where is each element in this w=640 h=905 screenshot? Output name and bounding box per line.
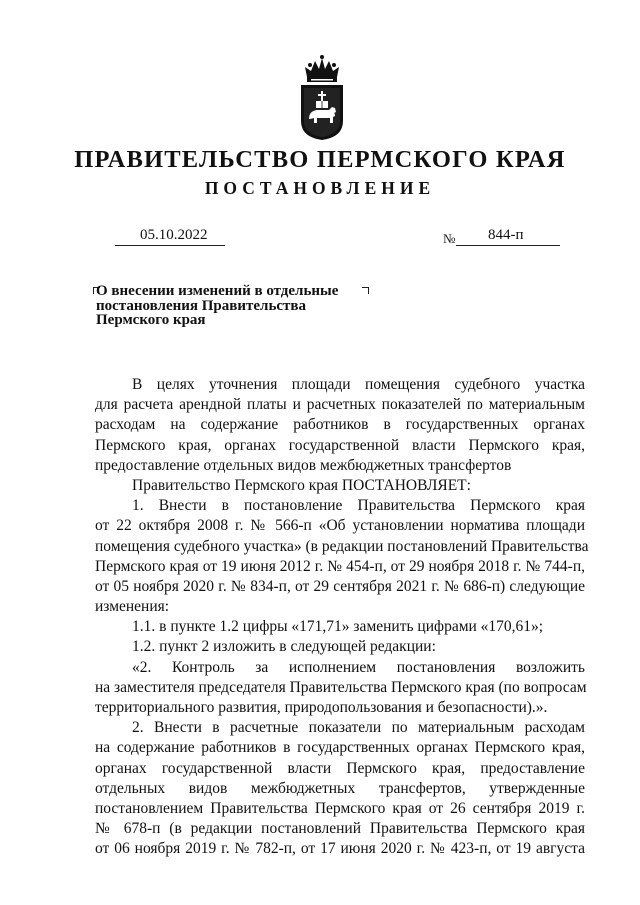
body-line: от 05 ноября 2020 г. № 834-п, от 29 сентября 2021 г. № 686-п) следующие bbox=[95, 577, 585, 595]
body-line: для расчета арендной платы и расчетных показателей по материальным bbox=[95, 396, 585, 414]
body-line: отдельных видов межбюджетных трансфертов, утвержденные bbox=[95, 779, 585, 797]
body-line: № 678-п (в редакции постановлений Правительства Пермского края bbox=[95, 820, 585, 838]
body-line: Правительство Пермского края ПОСТАНОВЛЯЕТ: bbox=[132, 476, 471, 494]
body-line: расходам на содержание работников в государственных органах bbox=[95, 416, 585, 434]
document-date: 05.10.2022 bbox=[140, 227, 208, 243]
body-line: органах государственной власти Пермского края, предоставление bbox=[95, 759, 585, 777]
body-line: изменения: bbox=[95, 598, 170, 616]
body-line: территориального развития, природопользования и безопасности).». bbox=[95, 699, 548, 716]
document-type: ПОСТАНОВЛЕНИЕ bbox=[204, 178, 436, 198]
body-line: 1.1. в пункте 1.2 цифры «171,71» заменить цифрами «170,61»; bbox=[132, 618, 544, 636]
body-line: 2. Внести в расчетные показатели по материальным расходам bbox=[132, 719, 585, 737]
number-sign: № bbox=[443, 231, 456, 246]
subject-line: Пермского края bbox=[96, 312, 206, 328]
body-line: от 22 октября 2008 г. № 566-п «Об установлении норматива площади bbox=[95, 517, 585, 535]
document-subject bbox=[96, 284, 366, 328]
body-line: «2. Контроль за исполнением постановления возложить bbox=[132, 658, 585, 676]
body-line: 1. Внести в постановление Правительства Пермского края bbox=[132, 497, 585, 515]
coat-of-arms-icon bbox=[297, 55, 347, 141]
body-line: Пермского края от 19 июня 2012 г. № 454-п, от 29 ноября 2018 г. № 744-п, bbox=[95, 557, 585, 575]
body-line: на заместителя председателя Правительства Пермского края (по вопросам bbox=[95, 678, 587, 696]
body-line: от 06 ноября 2019 г. № 782-п, от 17 июня 2020 г. № 423-п, от 19 августа bbox=[95, 840, 585, 858]
number-underline bbox=[456, 245, 560, 246]
body-line: помещения судебного участка» (в редакции постановлений Правительства bbox=[95, 537, 589, 555]
government-title: ПРАВИТЕЛЬСТВО ПЕРМСКОГО КРАЯ bbox=[74, 146, 566, 173]
date-underline bbox=[115, 245, 225, 246]
body-line: В целях уточнения площади помещения судебного участка bbox=[132, 376, 585, 393]
body-line: предоставление отдельных видов межбюджетных трансфертов bbox=[95, 456, 512, 474]
document-number: 844-п bbox=[488, 227, 524, 243]
body-line: 1.2. пункт 2 изложить в следующей редакции: bbox=[132, 638, 436, 656]
document-body bbox=[95, 375, 589, 860]
body-line: на содержание работников в государственных органах Пермского края, bbox=[95, 739, 585, 757]
body-line: Пермского края, органах государственной власти Пермского края, bbox=[95, 436, 585, 454]
body-line: постановлением Правительства Пермского края от 26 сентября 2019 г. bbox=[95, 799, 585, 817]
subject-line: постановления Правительства bbox=[96, 297, 306, 314]
subject-line: О внесении изменений в отдельные bbox=[96, 283, 339, 299]
